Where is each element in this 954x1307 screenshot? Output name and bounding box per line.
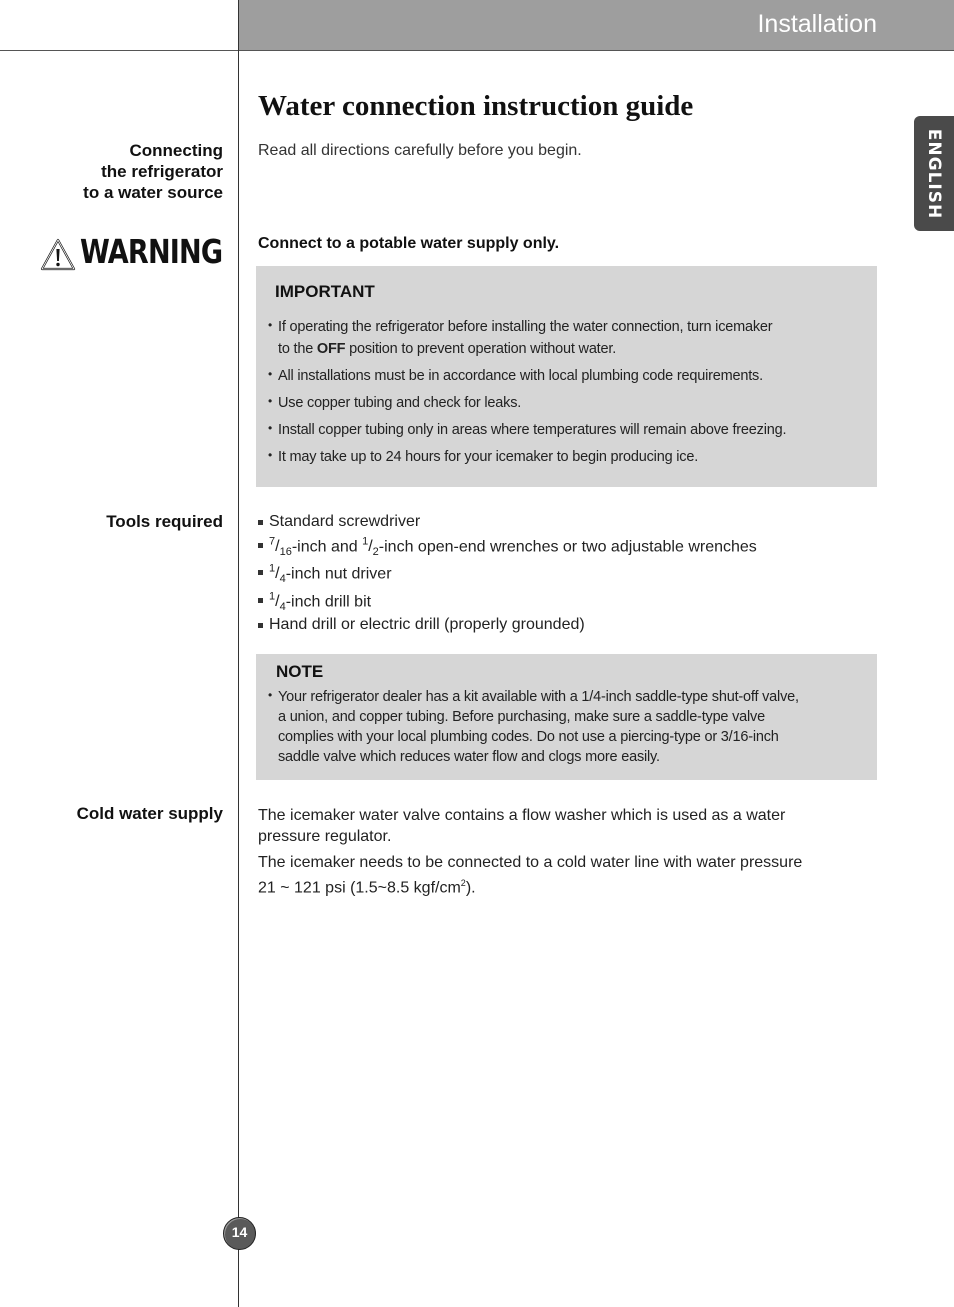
note-line3: complies with your local plumbing codes. Do not use a piercing-type or 3/16-inch: [278, 729, 779, 745]
cold-water-paragraph-1: The icemaker water valve contains a flow washer which is used as a water pressure regulator.: [258, 807, 786, 845]
tools-required-heading: Tools required: [106, 512, 223, 531]
fraction-1-4: $^1/_4$: [269, 591, 286, 614]
page-title: Water connection instruction guide: [258, 90, 694, 122]
warning-text: WARNING: [80, 232, 223, 271]
important-heading: IMPORTANT: [275, 282, 375, 301]
warning-label: [40, 232, 226, 276]
fraction-den: 4: [279, 573, 286, 586]
connecting-line2: the refrigerator: [101, 162, 223, 181]
column-divider: [238, 0, 239, 1307]
note-line1: Your refrigerator dealer has a kit available with a 1/4-inch saddle-type shut-off valve,: [278, 689, 799, 705]
important-list: [268, 316, 857, 468]
important-box: [256, 266, 877, 487]
connecting-line3: to a water source: [83, 183, 223, 202]
important-item1-off: OFF: [316, 341, 346, 357]
language-tab-label: ENGLISH: [924, 128, 944, 219]
list-item: • It may take up to 24 hours for your icemaker to begin producing ice.: [268, 447, 857, 468]
fraction-7-16: $^7/_{16}$: [269, 536, 292, 559]
list-item: • All installations must be in accordance with local plumbing code requirements.: [268, 366, 857, 387]
note-heading: NOTE: [276, 662, 324, 681]
fraction-den: 2: [372, 546, 379, 559]
section-title: Installation: [757, 10, 877, 38]
note-line2: a union, and copper tubing. Before purchasing, make sure a saddle-type valve: [278, 709, 765, 725]
warning-triangle-icon: [40, 238, 76, 272]
page-number: 14: [231, 1224, 248, 1240]
fraction-num: 1: [362, 536, 369, 548]
list-item: [268, 316, 857, 360]
fraction-den: 4: [279, 601, 286, 614]
important-item1-text3: position to prevent operation without water.: [345, 341, 617, 357]
important-item1-text: If operating the refrigerator before installing the water connection, turn icemaker: [278, 319, 773, 335]
list-item: [268, 687, 857, 767]
fraction-num: 1: [269, 563, 276, 575]
cold-water-supply-heading: Cold water supply: [76, 804, 223, 823]
header-bar: [239, 0, 954, 51]
fraction-num: 1: [269, 591, 276, 603]
tools-item4-end: -inch drill bit: [285, 593, 372, 611]
tools-item3-end: -inch nut driver: [285, 565, 392, 583]
cold-water-line2: 21 ~ 121 psi (1.5~8.5 kgf/cm: [258, 879, 461, 897]
note-box: [256, 654, 877, 780]
tools-item2-end: -inch open-end wrenches or two adjustable wrenches: [378, 538, 757, 556]
header-left-blank: [0, 0, 238, 51]
list-item: • Use copper tubing and check for leaks.: [268, 393, 857, 414]
cold-water-line2-end: ).: [465, 879, 476, 897]
fraction-num: 7: [269, 536, 276, 548]
cold-water-paragraph-2: [258, 852, 858, 898]
list-item: • Install copper tubing only in areas where temperatures will remain above freezing.: [268, 420, 857, 441]
fraction-den: 16: [279, 546, 292, 559]
connecting-heading: [83, 140, 223, 203]
tools-item2-mid: -inch and: [291, 538, 363, 556]
page-number-badge: [223, 1217, 256, 1250]
potable-water-notice: Connect to a potable water supply only.: [258, 235, 560, 252]
note-list: [268, 687, 857, 767]
important-item1-text2: to the: [278, 341, 317, 357]
note-line4: saddle valve which reduces water flow and clogs more easily.: [278, 749, 660, 765]
cold-water-line1: The icemaker needs to be connected to a cold water line with water pressure: [258, 854, 803, 871]
fraction-1-2: $^1/_2$: [362, 536, 379, 559]
fraction-1-4: $^1/_4$: [269, 563, 286, 586]
intro-text: Read all directions carefully before you begin.: [258, 142, 582, 159]
language-tab: [914, 116, 954, 231]
superscript-2: 2: [460, 878, 466, 888]
connecting-line1: Connecting: [129, 141, 223, 160]
